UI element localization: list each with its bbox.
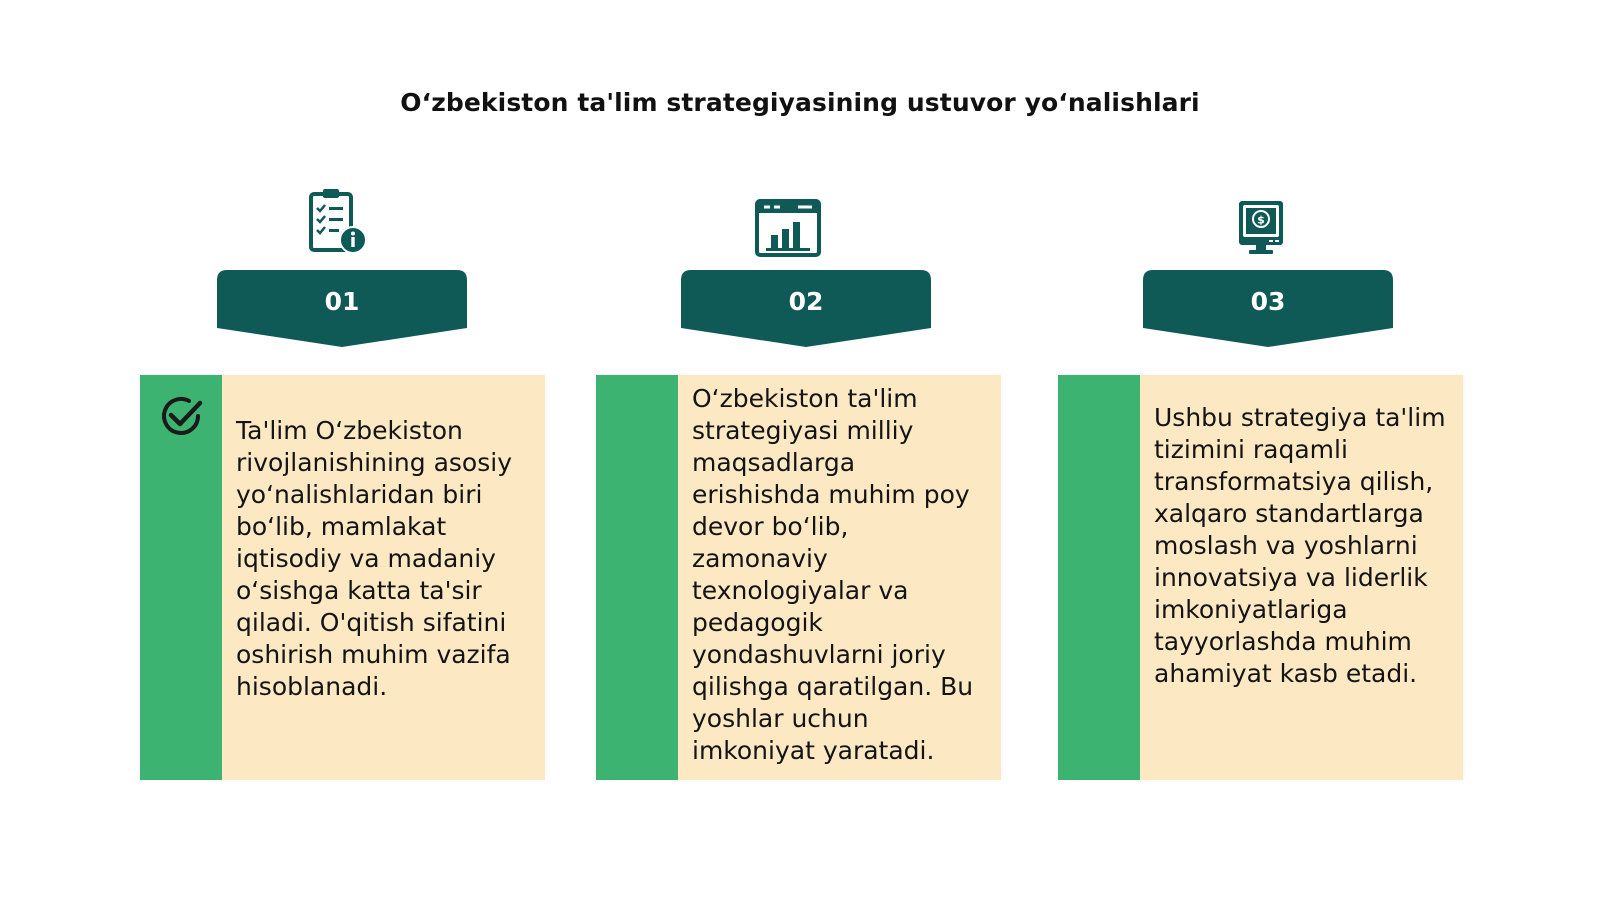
- card-accent-stripe: [1058, 375, 1140, 780]
- clipboard-checklist-info-icon: [303, 188, 373, 258]
- priority-card-1: [140, 375, 545, 780]
- priority-column-3: [1058, 0, 1558, 900]
- computer-dollar-icon: [1234, 198, 1304, 268]
- step-number: 02: [788, 287, 824, 316]
- step-badge-2: [681, 270, 931, 350]
- page-title: O‘zbekiston ta'lim strategiyasining ustuvor yo‘nalishlari: [400, 88, 1200, 117]
- priority-card-3: [1058, 375, 1463, 780]
- card-accent-stripe: [596, 375, 678, 780]
- checkmark-circle-icon: [158, 393, 204, 439]
- svg-text:$: $: [1257, 213, 1265, 227]
- step-badge-3: [1143, 270, 1393, 350]
- step-number: 03: [1250, 287, 1286, 316]
- priority-column-2: [596, 0, 1096, 900]
- step-number: 01: [324, 287, 360, 316]
- step-badge-1: [217, 270, 467, 350]
- priority-card-text: Ushbu strategiya ta'lim tizimini raqamli transformatsiya qilish, xalqaro standartlarga moslash va yoshlarni innovatsiya va liderlik imkoniyatlariga tayyorlashda muhim ahamiyat kasb etadi.: [1154, 403, 1446, 688]
- priority-card-text: Ta'lim O‘zbekiston rivojlanishining asosiy yo‘nalishlaridan biri bo‘lib, mamlakat iqtisodiy va madaniy o‘sishga katta ta'sir qiladi. O'qitish sifatini oshirish muhim vazifa hisoblanadi.: [236, 416, 512, 701]
- priority-card-2: [596, 375, 1001, 780]
- bar-chart-window-icon: [754, 198, 824, 268]
- priority-column-1: [140, 0, 640, 900]
- priority-card-text: O‘zbekiston ta'lim strategiyasi milliy maqsadlarga erishishda muhim poy devor bo‘lib, zamonaviy texnologiyalar va pedagogik yondashuvlarni joriy qilishga qaratilgan. Bu yoshlar uchun imkoniyat yaratadi.: [692, 384, 974, 765]
